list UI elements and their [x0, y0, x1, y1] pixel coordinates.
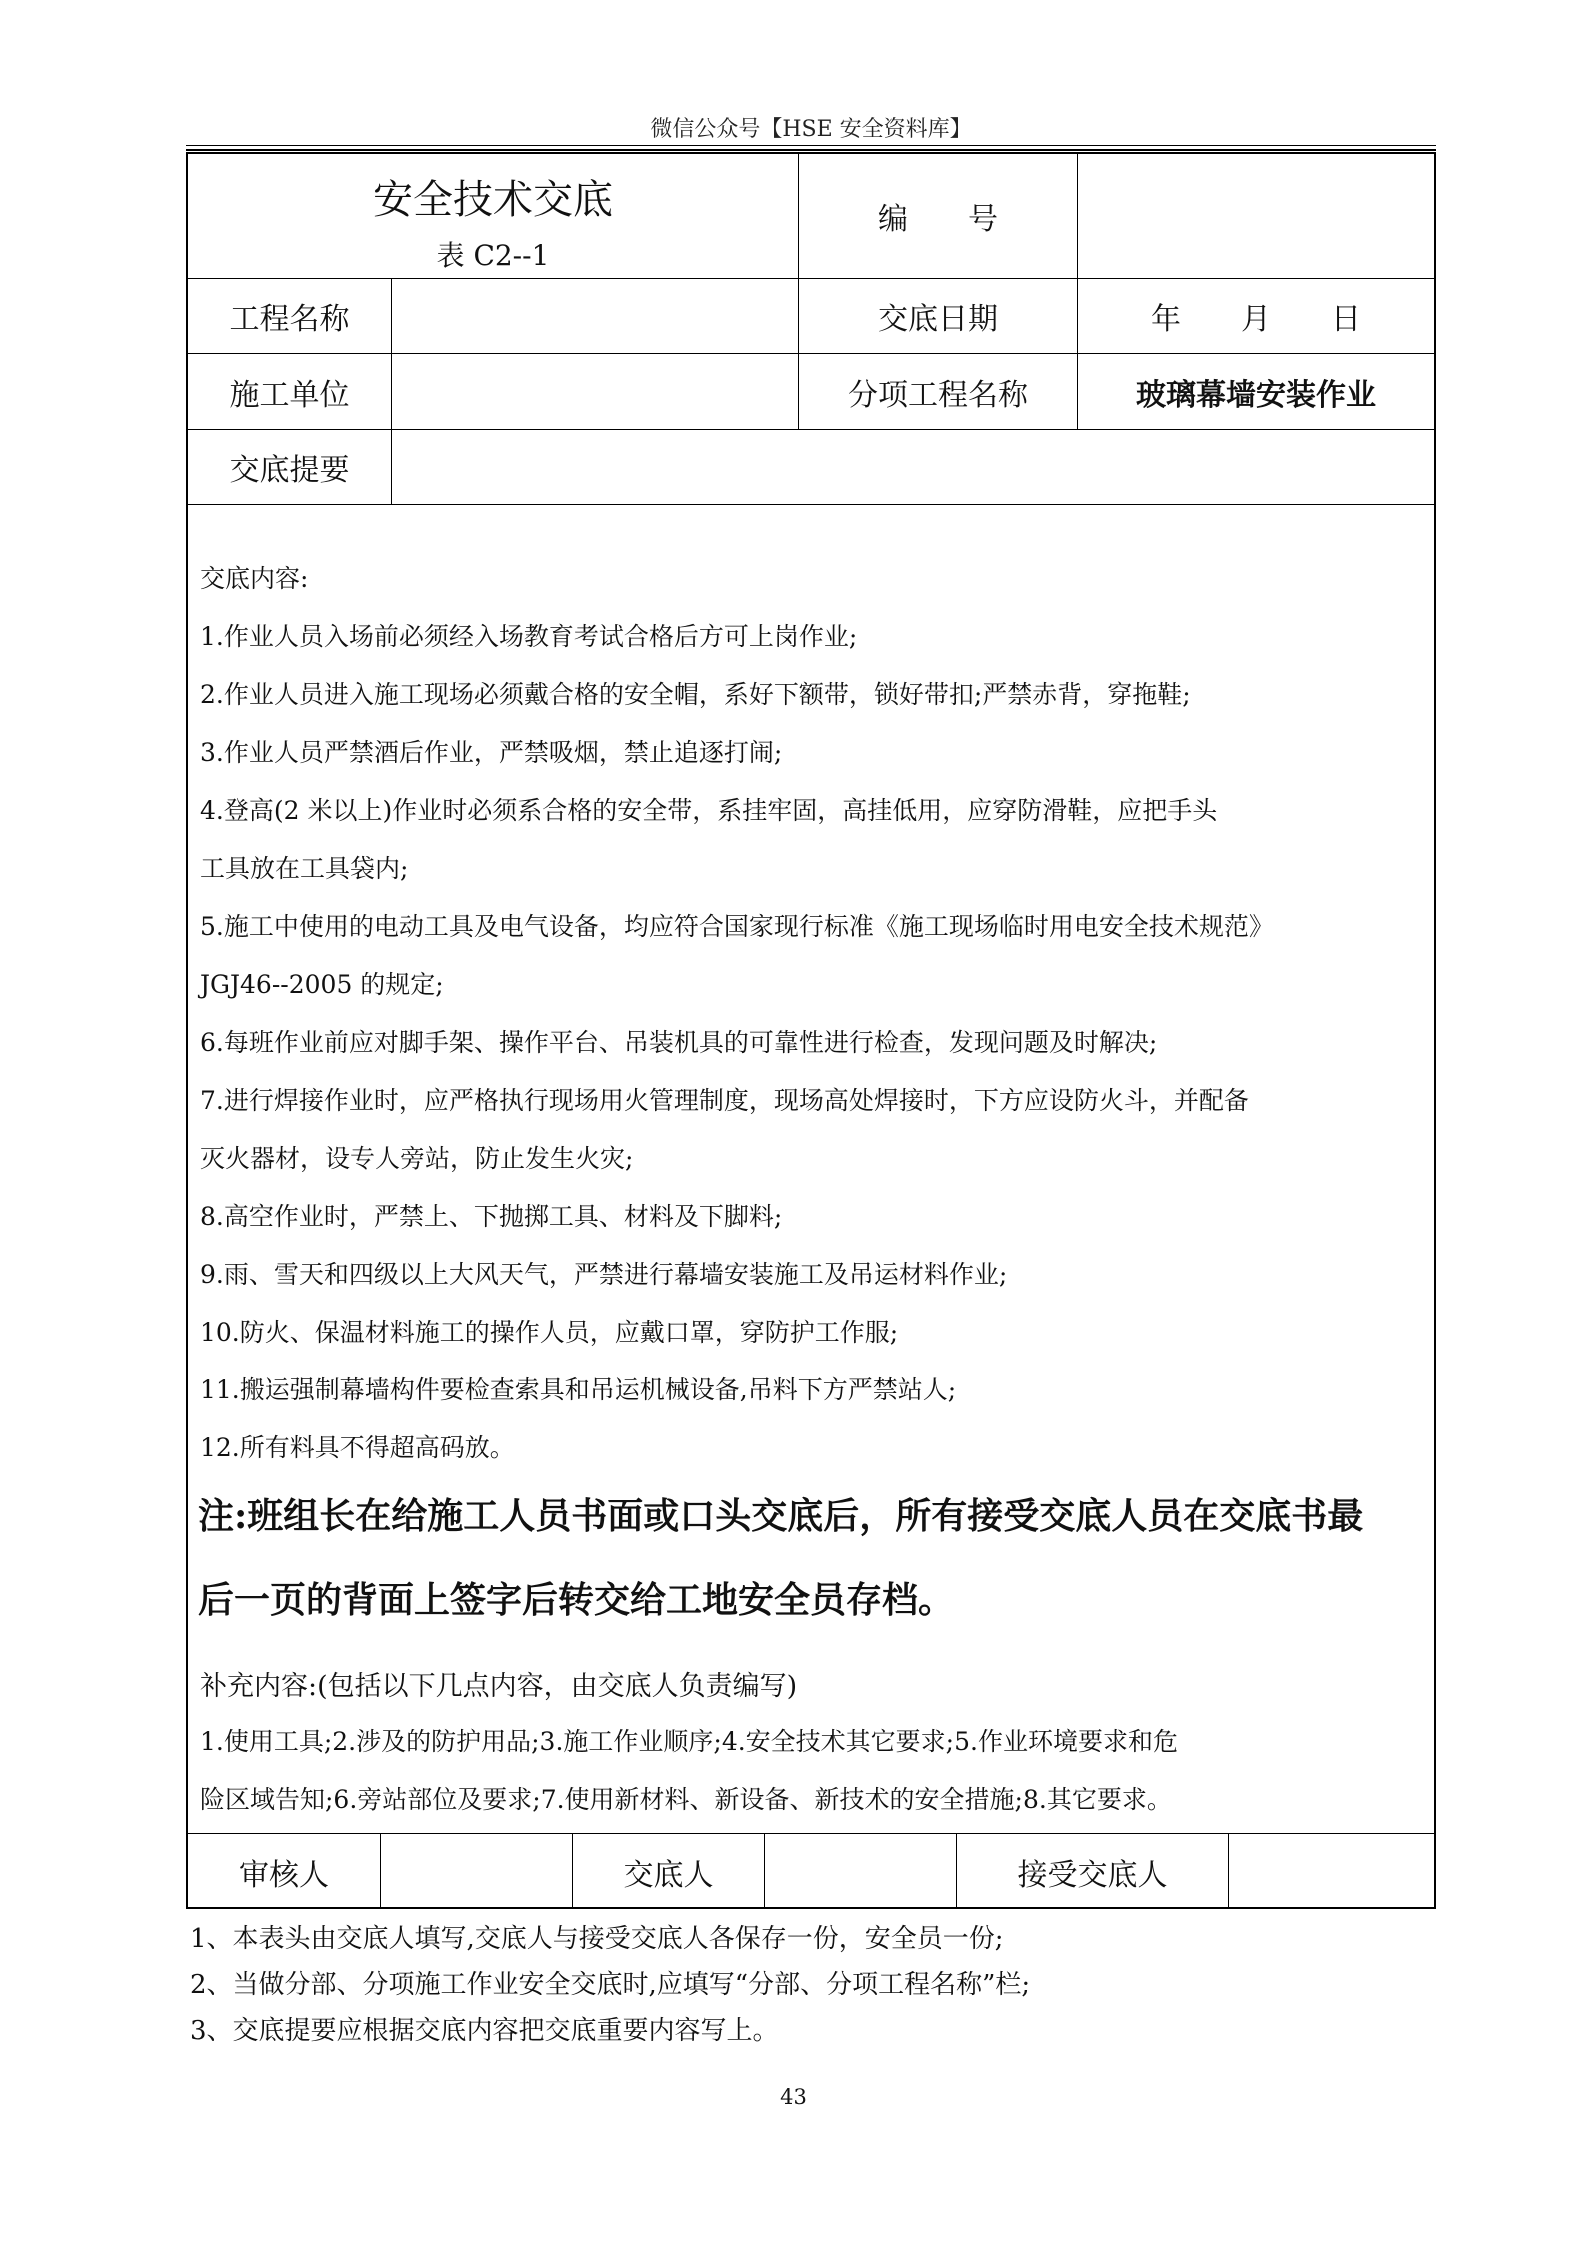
date-label: 交底日期 [878, 302, 998, 337]
discloser-label: 交底人 [623, 1857, 714, 1893]
header-rule [186, 145, 1436, 146]
footnote: 2、当做分部、分项施工作业安全交底时,应填写“分部、分项工程名称”栏; [190, 1970, 1031, 2000]
content-line: 11.搬运强制幕墙构件要检查索具和吊运机械设备,吊料下方严禁站人; [200, 1375, 957, 1404]
content-line: 1.作业人员入场前必须经入场教育考试合格后方可上岗作业; [200, 622, 858, 651]
receiver-field[interactable] [1229, 1834, 1434, 1909]
content-heading: 交底内容: [200, 564, 309, 593]
content-line: 12.所有料具不得超高码放。 [200, 1433, 515, 1462]
receiver-label: 接受交底人 [1017, 1857, 1168, 1893]
unit-label: 施工单位 [229, 377, 350, 413]
number-field[interactable] [1078, 154, 1434, 278]
discloser-field[interactable] [765, 1834, 956, 1909]
summary-field[interactable] [392, 430, 1434, 504]
unit-field[interactable] [392, 354, 798, 429]
sub-project-field[interactable]: 玻璃幕墙安装作业 [1136, 377, 1376, 413]
page-number: 43 [780, 2085, 807, 2109]
project-name-label: 工程名称 [229, 302, 350, 337]
sub-project-label: 分项工程名称 [848, 377, 1028, 413]
reviewer-label: 审核人 [239, 1857, 329, 1893]
header-rule-thick [186, 149, 1436, 151]
content-line: 4.登高(2 米以上)作业时必须系合格的安全带，系挂牢固，高挂低用，应穿防滑鞋，应把手头 [200, 796, 1218, 825]
important-note: 后一页的背面上签字后转交给工地安全员存档。 [198, 1579, 955, 1621]
content-line: 6.每班作业前应对脚手架、操作平台、吊装机具的可靠性进行检查，发现问题及时解决; [200, 1028, 1158, 1057]
content-line: 9.雨、雪天和四级以上大风天气，严禁进行幕墙安装施工及吊运材料作业; [200, 1260, 1008, 1289]
date-field[interactable]: 年 月 日 [1151, 302, 1361, 337]
content-line: 8.高空作业时，严禁上、下抛掷工具、材料及下脚料; [200, 1202, 783, 1231]
content-line: 2.作业人员进入施工现场必须戴合格的安全帽，系好下额带，锁好带扣;严禁赤背，穿拖鞋; [200, 680, 1191, 709]
content-line: 工具放在工具袋内; [200, 854, 409, 883]
page-header: 微信公众号【HSE 安全资料库】 [650, 117, 972, 142]
content-line: JGJ46--2005 的规定; [200, 970, 444, 999]
content-line: 10.防火、保温材料施工的操作人员，应戴口罩，穿防护工作服; [200, 1318, 899, 1347]
number-label: 编 号 [878, 202, 998, 237]
footnote: 3、交底提要应根据交底内容把交底重要内容写上。 [190, 2016, 779, 2046]
supplement-line: 1.使用工具;2.涉及的防护用品;3.施工作业顺序;4.安全技术其它要求;5.作业环境要求和危 [200, 1727, 1178, 1756]
footnote: 1、本表头由交底人填写,交底人与接受交底人各保存一份，安全员一份; [190, 1924, 1004, 1954]
content-line: 5.施工中使用的电动工具及电气设备，均应符合国家现行标准《施工现场临时用电安全技术规范》 [200, 912, 1274, 941]
important-note: 注:班组长在给施工人员书面或口头交底后，所有接受交底人员在交底书最 [198, 1495, 1364, 1537]
reviewer-field[interactable] [381, 1834, 572, 1909]
form-code: 表 C2--1 [436, 239, 550, 272]
supplement-line: 险区域告知;6.旁站部位及要求;7.使用新材料、新设备、新技术的安全措施;8.其它要求。 [200, 1785, 1172, 1814]
content-line: 灭火器材，设专人旁站，防止发生火灾; [200, 1144, 634, 1173]
project-name-field[interactable] [392, 279, 798, 353]
summary-label: 交底提要 [229, 453, 350, 488]
supplement-heading: 补充内容:(包括以下几点内容，由交底人负责编写) [200, 1671, 798, 1702]
form-title: 安全技术交底 [373, 176, 613, 223]
content-line: 7.进行焊接作业时，应严格执行现场用火管理制度，现场高处焊接时，下方应设防火斗，并配备 [200, 1086, 1249, 1115]
content-line: 3.作业人员严禁酒后作业，严禁吸烟，禁止追逐打闹; [200, 738, 783, 767]
